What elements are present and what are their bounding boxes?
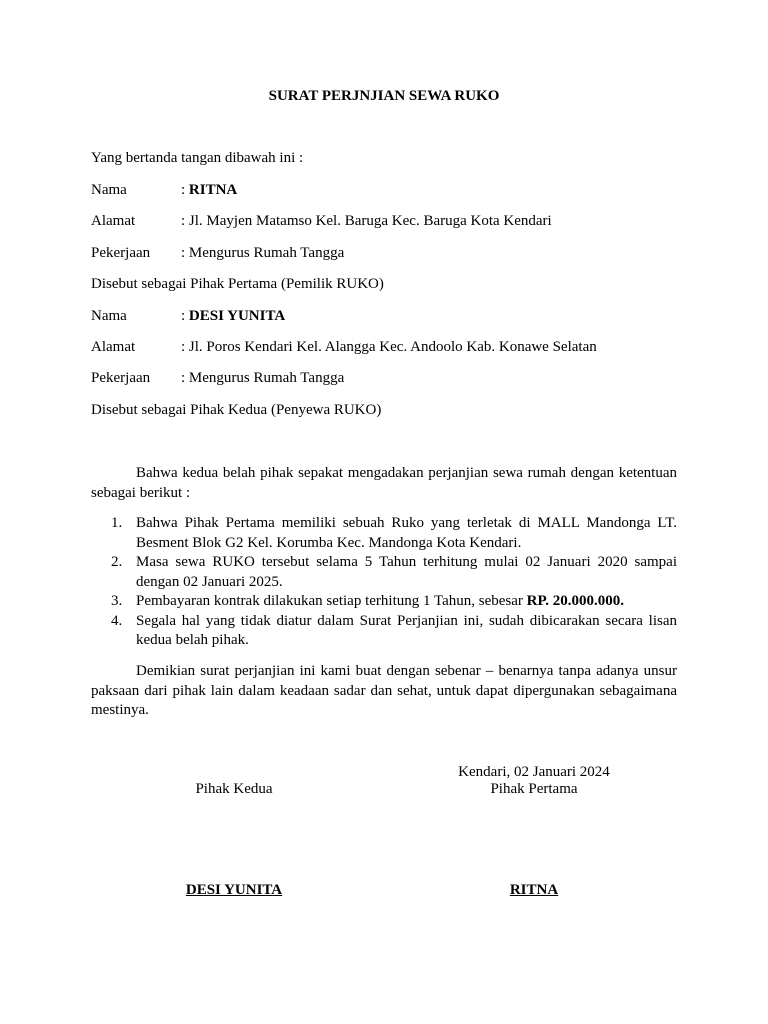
term-number: 4. xyxy=(111,612,123,629)
party2-name xyxy=(181,308,285,325)
party1-address: : Jl. Mayjen Matamso Kel. Baruga Kec. Baruga Kota Kendari xyxy=(181,213,552,229)
term-text: Pembayaran kontrak dilakukan setiap terhitung 1 Tahun, sebesar xyxy=(136,593,527,609)
party1-occupation: : Mengurus Rumah Tangga xyxy=(181,245,345,261)
party2-occupation-label: Pekerjaan xyxy=(91,370,151,386)
term-text: Segala hal yang tidak diatur dalam Surat Perjanjian ini, sudah dibicarakan secara lisan kedua belah pihak. xyxy=(136,612,677,648)
left-signatory xyxy=(160,882,308,899)
party1-occupation-label: Pekerjaan xyxy=(91,245,151,261)
left-signature-role: Pihak Kedua xyxy=(195,781,273,797)
party2-designation: Disebut sebagai Pihak Kedua (Penyewa RUKO) xyxy=(91,402,382,418)
term-number: 3. xyxy=(111,593,123,609)
term-item xyxy=(91,612,677,651)
party1-designation: Disebut sebagai Pihak Pertama (Pemilik RUKO) xyxy=(91,276,384,292)
agreement-intro: Bahwa kedua belah pihak sepakat mengadakan perjanjian sewa rumah dengan ketentuan sebagai berikut : xyxy=(91,465,677,501)
term-item xyxy=(91,553,677,592)
party1-name xyxy=(181,182,237,199)
document-title: SURAT PERJNJIAN SEWA RUKO xyxy=(268,88,500,104)
right-signatory-name: RITNA xyxy=(509,882,559,898)
term-number: 1. xyxy=(111,515,123,531)
party2-name-value: DESI YUNITA xyxy=(188,308,286,324)
party2-occupation: : Mengurus Rumah Tangga xyxy=(181,370,345,386)
party2-address: : Jl. Poros Kendari Kel. Alangga Kec. Andoolo Kab. Konawe Selatan xyxy=(181,339,597,355)
closing-paragraph: Demikian surat perjanjian ini kami buat dengan sebenar – benarnya tanpa adanya unsur paksaan dari pihak lain dalam keadaan sadar dan sehat, untuk dapat dipergunakan sebagaimana mestinya. xyxy=(91,663,677,718)
terms-list xyxy=(91,514,677,651)
term-text: Bahwa Pihak Pertama memiliki sebuah Ruko yang terletak di MALL Mandonga LT. Besment Blok G2 Kel. Korumba Kec. Mandonga Kota Kendari. xyxy=(136,515,677,551)
place-date: Kendari, 02 Januari 2024 xyxy=(458,764,610,780)
party1-name-label: Nama xyxy=(91,182,127,198)
party1-name-prefix: : xyxy=(181,182,189,198)
party1-name-value: RITNA xyxy=(188,182,238,198)
term-item xyxy=(91,592,677,612)
party2-name-label: Nama xyxy=(91,308,127,324)
right-signature-role: Pihak Pertama xyxy=(490,781,578,797)
right-signatory xyxy=(460,882,608,899)
left-signatory-name: DESI YUNITA xyxy=(185,882,283,898)
term-text: Masa sewa RUKO tersebut selama 5 Tahun terhitung mulai 02 Januari 2020 sampai dengan 02 Januari 2025. xyxy=(136,554,677,590)
term-item xyxy=(91,514,677,553)
party2-name-prefix: : xyxy=(181,308,189,324)
party2-address-label: Alamat xyxy=(91,339,136,355)
term-number: 2. xyxy=(111,554,123,570)
opening-line: Yang bertanda tangan dibawah ini : xyxy=(91,150,304,166)
term-amount: RP. 20.000.000. xyxy=(526,593,625,609)
party1-address-label: Alamat xyxy=(91,213,136,229)
